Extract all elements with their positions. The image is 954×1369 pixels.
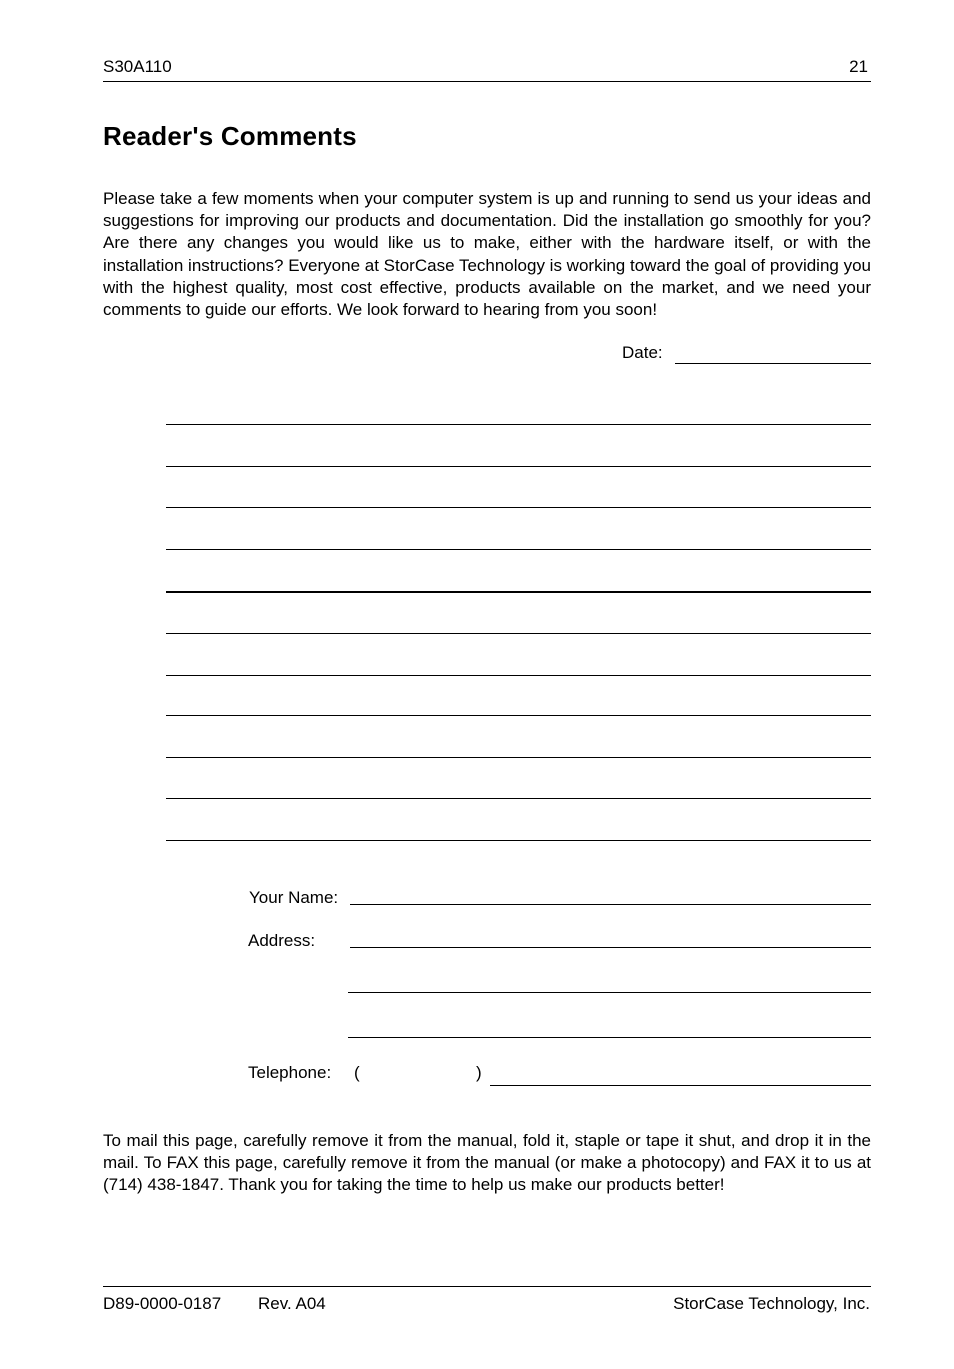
comment-line[interactable] (166, 840, 871, 841)
comment-line[interactable] (166, 798, 871, 799)
date-label: Date: (622, 343, 663, 362)
document-code: S30A110 (103, 57, 172, 76)
footer-doc-number: D89-0000-0187 (103, 1294, 222, 1313)
date-field[interactable] (675, 363, 871, 364)
header-rule (103, 81, 871, 82)
address-field-line-1[interactable] (350, 947, 871, 948)
page-title: Reader's Comments (103, 121, 357, 151)
address-field-line-3[interactable] (348, 1037, 871, 1038)
page-number: 21 (849, 57, 868, 76)
telephone-field[interactable] (490, 1085, 871, 1086)
intro-paragraph: Please take a few moments when your computer system is up and running to send us your ideas and suggestions for improving our products and documentation. Did the installation go smoothly for you? Are there any changes you would like us to make, either with the hardware itself, or with the installation instructions? Everyone at StorCase Technology is working toward the goal of providing you with the highest quality, most cost effective, products available on the market, and we need your comments to guide our efforts. We look forward to hearing from you soon! (103, 189, 871, 320)
name-field[interactable] (350, 904, 871, 905)
address-field-line-2[interactable] (348, 992, 871, 993)
footer-rule (103, 1286, 871, 1287)
comment-line[interactable] (166, 466, 871, 467)
area-code-open-paren: ( (354, 1063, 360, 1082)
comment-line[interactable] (166, 715, 871, 716)
comment-line[interactable] (166, 633, 871, 634)
comment-line[interactable] (166, 424, 871, 425)
comment-line[interactable] (166, 507, 871, 508)
comment-line[interactable] (166, 675, 871, 676)
name-label: Your Name: (249, 888, 339, 907)
mail-instructions-paragraph: To mail this page, carefully remove it from the manual, fold it, staple or tape it shut, and drop it in the mail. To FAX this page, carefully remove it from the manual (or make a photocopy) and FAX it to us at (714) 438-1847. Thank you for taking the time to help us make our products better! (103, 1131, 871, 1195)
area-code-close-paren: ) (476, 1063, 482, 1082)
comment-line[interactable] (166, 591, 871, 593)
footer-company: StorCase Technology, Inc. (673, 1294, 870, 1313)
footer-revision: Rev. A04 (258, 1294, 326, 1313)
comment-line[interactable] (166, 549, 871, 550)
comment-line[interactable] (166, 757, 871, 758)
telephone-label: Telephone: (248, 1063, 332, 1082)
address-label: Address: (248, 931, 316, 950)
